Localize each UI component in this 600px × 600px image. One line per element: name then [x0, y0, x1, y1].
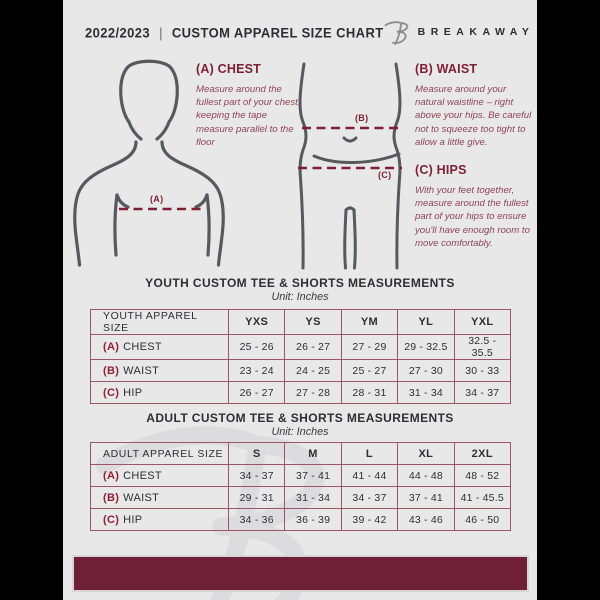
- row-label-hip: [91, 382, 229, 404]
- size-header-ym: YM: [341, 310, 397, 335]
- edition-label: 2022/2023: [85, 24, 151, 40]
- footer-accent-bar: [72, 555, 529, 592]
- size-value-cell: 34 - 37: [341, 487, 397, 509]
- page-title: [85, 24, 384, 40]
- waist-instructions: [415, 62, 533, 149]
- size-value-cell: 27 - 30: [398, 360, 454, 382]
- row-text: HIP: [123, 386, 143, 399]
- size-value-cell: 46 - 50: [454, 509, 510, 531]
- size-header-yxs: YXS: [229, 310, 285, 335]
- breakaway-logo-icon: [384, 18, 410, 47]
- size-value-cell: 34 - 37: [454, 382, 510, 404]
- chest-description: Measure around the fullest part of your chest, keeping the tape measure parallel to the floor: [196, 84, 301, 148]
- youth-size-column-header: YOUTH APPAREL SIZE: [91, 310, 229, 335]
- waist-description: Measure around your natural waistline – right above your hips. Be careful not to squeeze too tight to allow a little give.: [415, 84, 532, 148]
- adult-chest-row: [91, 465, 511, 487]
- youth-table-title: YOUTH CUSTOM TEE & SHORTS MEASUREMENTS: [145, 276, 455, 290]
- row-label-chest: [91, 465, 229, 487]
- size-value-cell: 26 - 27: [285, 335, 341, 360]
- adult-hip-row: [91, 509, 511, 531]
- size-value-cell: 44 - 48: [398, 465, 454, 487]
- chest-heading: (A) CHEST: [196, 62, 261, 76]
- hips-heading: (C) HIPS: [415, 163, 467, 177]
- size-value-cell: 27 - 29: [341, 335, 397, 360]
- lower-body-figure: [290, 62, 410, 270]
- size-value-cell: 36 - 39: [285, 509, 341, 531]
- size-value-cell: 43 - 46: [398, 509, 454, 531]
- page-header: [85, 18, 535, 46]
- row-text: HIP: [123, 513, 143, 526]
- size-value-cell: 34 - 37: [229, 465, 285, 487]
- youth-waist-row: [91, 360, 511, 382]
- size-value-cell: 30 - 33: [454, 360, 510, 382]
- youth-hip-row: [91, 382, 511, 404]
- chart-title: CUSTOM APPAREL SIZE CHART: [171, 24, 384, 40]
- adult-table-unit: Unit: Inches: [271, 426, 329, 438]
- size-chart-document: [63, 0, 537, 600]
- right-black-margin: [537, 0, 600, 600]
- adult-waist-row: [91, 487, 511, 509]
- chest-line-label: (A): [150, 194, 164, 204]
- brand-block: [384, 18, 535, 47]
- size-value-cell: 41 - 45.5: [454, 487, 510, 509]
- adult-size-column-header: ADULT APPAREL SIZE: [91, 443, 229, 465]
- row-key: (A): [103, 341, 120, 353]
- size-value-cell: 29 - 31: [229, 487, 285, 509]
- row-key: (B): [103, 364, 120, 377]
- hips-description: With your feet together, measure around the fullest part of your hips to ensure you'll have enough room to move comfortably.: [415, 185, 530, 249]
- size-value-cell: 25 - 27: [341, 360, 397, 382]
- size-header-l: L: [341, 443, 397, 465]
- row-key: (A): [103, 469, 120, 482]
- size-value-cell: 34 - 36: [229, 509, 285, 531]
- row-text: CHEST: [123, 469, 162, 482]
- size-value-cell: 31 - 34: [398, 382, 454, 404]
- row-key: (C): [103, 386, 120, 399]
- size-value-cell: 32.5 - 35.5: [454, 335, 510, 360]
- row-text: WAIST: [123, 364, 160, 377]
- size-value-cell: 31 - 34: [285, 487, 341, 509]
- youth-size-table: [90, 309, 511, 404]
- size-value-cell: 26 - 27: [229, 382, 285, 404]
- row-label-chest: [91, 335, 229, 360]
- row-key: (C): [103, 513, 120, 526]
- brand-name: BREAKAWAY: [417, 26, 535, 38]
- waist-heading: (B) WAIST: [415, 62, 478, 76]
- adult-header-row: [91, 443, 511, 465]
- size-header-xl: XL: [398, 443, 454, 465]
- adult-table-title: ADULT CUSTOM TEE & SHORTS MEASUREMENTS: [146, 411, 454, 425]
- youth-header-row: [91, 310, 511, 335]
- size-header-yxl: YXL: [454, 310, 510, 335]
- size-header-yl: YL: [398, 310, 454, 335]
- size-value-cell: 29 - 32.5: [398, 335, 454, 360]
- row-label-waist: [91, 360, 229, 382]
- chest-instructions: [196, 62, 306, 149]
- title-divider: |: [159, 24, 163, 40]
- size-value-cell: 27 - 28: [285, 382, 341, 404]
- size-value-cell: 41 - 44: [341, 465, 397, 487]
- hips-line-label: (C): [378, 170, 392, 180]
- row-label-waist: [91, 487, 229, 509]
- size-value-cell: 24 - 25: [285, 360, 341, 382]
- hips-instructions: [415, 163, 533, 250]
- size-value-cell: 25 - 26: [229, 335, 285, 360]
- row-label-hip: [91, 509, 229, 531]
- size-header-ys: YS: [285, 310, 341, 335]
- size-value-cell: 23 - 24: [229, 360, 285, 382]
- size-value-cell: 39 - 42: [341, 509, 397, 531]
- row-text: CHEST: [123, 341, 162, 353]
- waist-line-label: (B): [355, 113, 369, 123]
- youth-chest-row: [91, 335, 511, 360]
- size-value-cell: 37 - 41: [398, 487, 454, 509]
- adult-size-table: [90, 442, 511, 531]
- size-header-m: M: [285, 443, 341, 465]
- size-header-s: S: [229, 443, 285, 465]
- size-value-cell: 37 - 41: [285, 465, 341, 487]
- size-header-2xl: 2XL: [454, 443, 510, 465]
- youth-table-unit: Unit: Inches: [271, 291, 329, 303]
- row-text: WAIST: [123, 491, 160, 504]
- row-key: (B): [103, 491, 120, 504]
- left-black-margin: [0, 0, 63, 600]
- size-value-cell: 48 - 52: [454, 465, 510, 487]
- size-value-cell: 28 - 31: [341, 382, 397, 404]
